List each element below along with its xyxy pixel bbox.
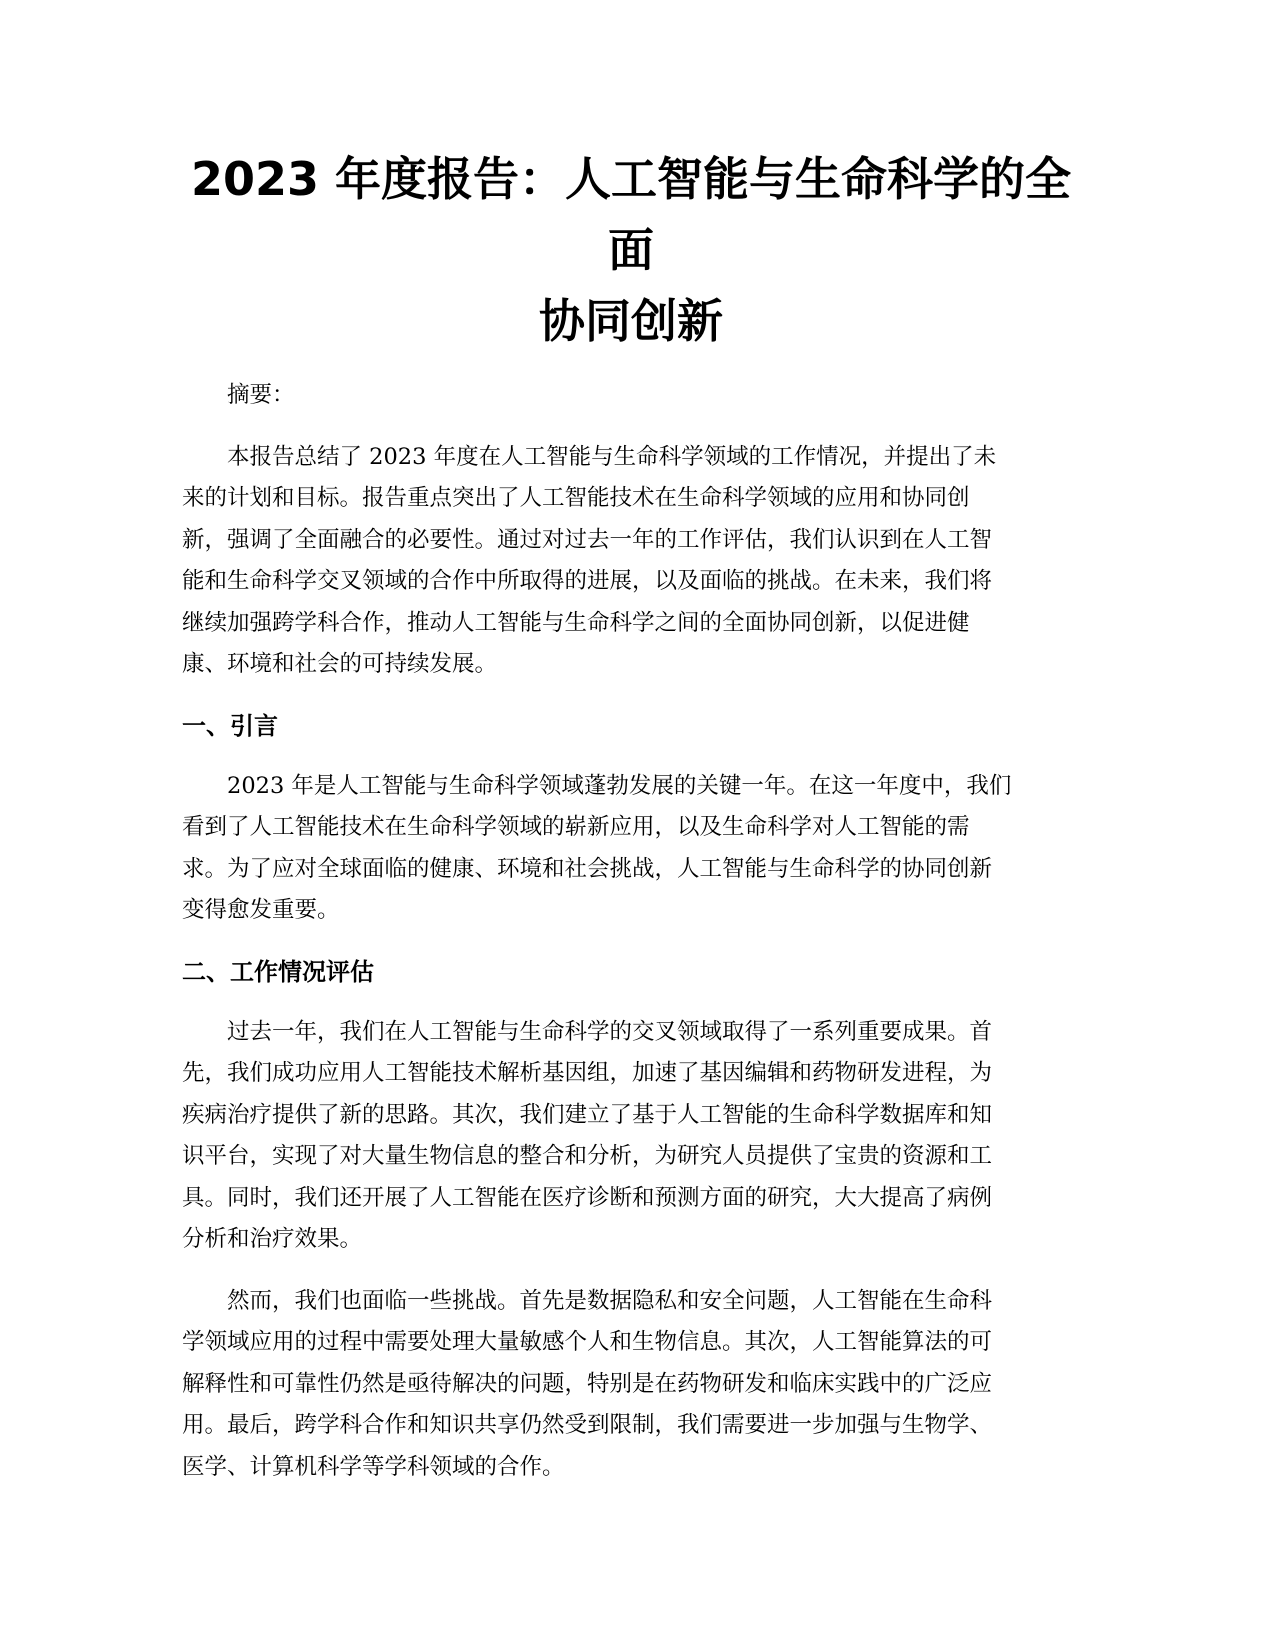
text-line: 本报告总结了 2023 年度在人工智能与生命科学领域的工作情况，并提出了未 (227, 443, 997, 470)
challenges-paragraph (182, 1281, 1080, 1489)
text-line: 然而，我们也面临一些挑战。首先是数据隐私和安全问题，人工智能在生命科 (227, 1287, 993, 1314)
title-line: 2023 年度报告：人工智能与生命科学的全面 (190, 152, 1072, 277)
text-line: 解释性和可靠性仍然是亟待解决的问题，特别是在药物研发和临床实践中的广泛应 (182, 1370, 993, 1397)
abstract-paragraph (182, 437, 1080, 686)
text-line: 来的计划和目标。报告重点突出了人工智能技术在生命科学领域的应用和协同创 (182, 485, 970, 511)
text-line: 康、环境和社会的可持续发展。 (182, 651, 498, 677)
document-title (182, 144, 1080, 357)
text-line: 先，我们成功应用人工智能技术解析基因组，加速了基因编辑和药物研发进程，为 (182, 1060, 993, 1086)
text-line: 看到了人工智能技术在生命科学领域的崭新应用，以及生命科学对人工智能的需 (182, 814, 970, 840)
document-content (182, 144, 1080, 1488)
text-line: 学领域应用的过程中需要处理大量敏感个人和生物信息。其次，人工智能算法的可 (182, 1329, 993, 1355)
text-line: 识平台，实现了对大量生物信息的整合和分析，为研究人员提供了宝贵的资源和工 (182, 1143, 993, 1169)
introduction-paragraph (182, 766, 1080, 932)
evaluation-paragraph (182, 1012, 1080, 1261)
text-line: 分析和治疗效果。 (182, 1226, 363, 1252)
text-line: 求。为了应对全球面临的健康、环境和社会挑战，人工智能与生命科学的协同创新 (182, 855, 993, 882)
title-line: 协同创新 (539, 294, 723, 348)
text-line: 具。同时，我们还开展了人工智能在医疗诊断和预测方面的研究，大大提高了病例 (182, 1184, 993, 1211)
text-line: 疾病治疗提供了新的思路。其次，我们建立了基于人工智能的生命科学数据库和知 (182, 1101, 993, 1128)
text-line: 能和生命科学交叉领域的合作中所取得的进展，以及面临的挑战。在未来，我们将 (182, 568, 993, 594)
text-line: 医学、计算机科学等学科领域的合作。 (182, 1453, 565, 1480)
section-heading-introduction: 一、引言 (182, 711, 278, 740)
abstract-label: 摘要： (227, 382, 295, 408)
text-line: 2023 年是人工智能与生命科学领域蓬勃发展的关键一年。在这一年度中，我们 (227, 772, 1012, 799)
text-line: 用。最后，跨学科合作和知识共享仍然受到限制，我们需要进一步加强与生物学、 (182, 1412, 993, 1438)
text-line: 变得愈发重要。 (182, 897, 340, 923)
text-line: 过去一年，我们在人工智能与生命科学的交叉领域取得了一系列重要成果。首 (227, 1018, 993, 1045)
text-line: 新，强调了全面融合的必要性。通过对过去一年的工作评估，我们认识到在人工智 (182, 526, 993, 553)
text-line: 继续加强跨学科合作，推动人工智能与生命科学之间的全面协同创新，以促进健 (182, 609, 970, 636)
section-heading-work-evaluation: 二、工作情况评估 (182, 957, 374, 986)
